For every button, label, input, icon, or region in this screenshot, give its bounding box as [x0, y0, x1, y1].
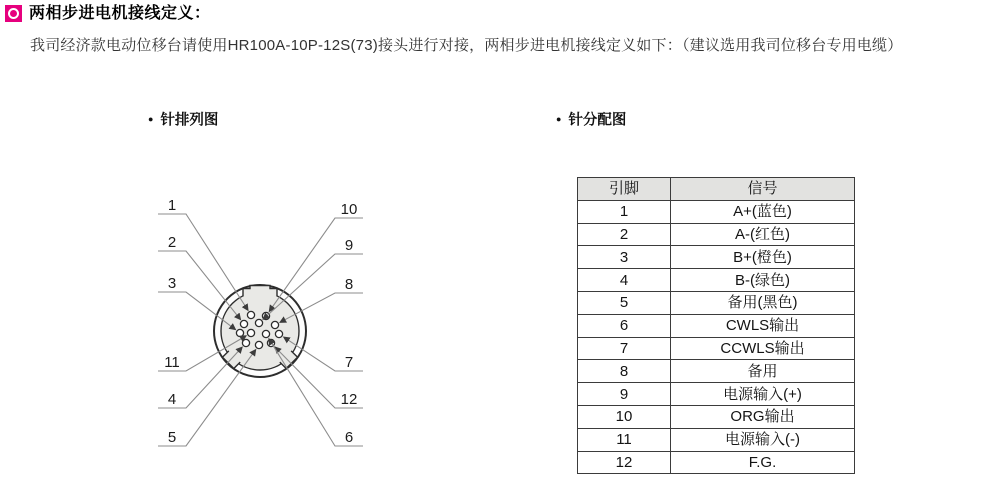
- signal-cell: 备用: [671, 360, 855, 383]
- description-text: 我司经济款电动位移台请使用HR100A-10P-12S(73)接头进行对接，两相步进电机接线定义如下：（建议选用我司位移台专用电缆）: [30, 37, 903, 54]
- page-title: 两相步进电机接线定义：: [29, 5, 211, 22]
- pin-number-cell: 1: [578, 200, 671, 223]
- signal-cell: A-(红色): [671, 223, 855, 246]
- table-row: [578, 337, 855, 360]
- section-title-text: 针排列图: [160, 112, 219, 129]
- signal-cell: 备用(黑色): [671, 291, 855, 314]
- signal-cell: 电源输入(-): [671, 428, 855, 451]
- signal-cell: F.G.: [671, 451, 855, 474]
- pin-number-cell: 5: [578, 291, 671, 314]
- table-row: [578, 314, 855, 337]
- table-row: [578, 451, 855, 474]
- pin-label-11: 11: [164, 354, 180, 371]
- pin-label-4: 4: [167, 391, 177, 408]
- signal-cell: B+(橙色): [671, 246, 855, 269]
- pin-4: [242, 339, 249, 346]
- table-row: [578, 269, 855, 292]
- pin-table-body: [578, 200, 855, 474]
- bullet-icon: ●: [556, 114, 562, 124]
- table-row: [578, 383, 855, 406]
- pin-label-3: 3: [167, 275, 177, 292]
- table-row: [578, 291, 855, 314]
- table-row: [578, 246, 855, 269]
- pin-number-cell: 3: [578, 246, 671, 269]
- pin-number-cell: 8: [578, 360, 671, 383]
- signal-column-header: 信号: [671, 178, 855, 201]
- pin-label-5: 5: [167, 429, 177, 446]
- signal-cell: CCWLS输出: [671, 337, 855, 360]
- pin-label-9: 9: [344, 237, 354, 254]
- ring-icon: [8, 8, 19, 19]
- section-title-text: 针分配图: [568, 112, 627, 129]
- table-row: [578, 200, 855, 223]
- section-marker-icon: [5, 5, 22, 22]
- signal-cell: ORG输出: [671, 405, 855, 428]
- pin-number-cell: 10: [578, 405, 671, 428]
- pin-number-cell: 6: [578, 314, 671, 337]
- pin-5: [255, 341, 262, 348]
- pin-label-12: 12: [340, 391, 358, 408]
- pin-diagram-svg: [140, 180, 380, 470]
- pin-2: [240, 320, 247, 327]
- pin-6: [262, 330, 269, 337]
- table-row: [578, 405, 855, 428]
- pin-label-1: 1: [167, 197, 177, 214]
- pin-7: [275, 330, 282, 337]
- pin-number-cell: 11: [578, 428, 671, 451]
- pin-column-header: 引脚: [578, 178, 671, 201]
- pin-11: [247, 329, 254, 336]
- table-row: [578, 223, 855, 246]
- bullet-icon: ●: [148, 114, 154, 124]
- pin-number-cell: 2: [578, 223, 671, 246]
- signal-cell: 电源输入(+): [671, 383, 855, 406]
- pin-number-cell: 9: [578, 383, 671, 406]
- pin-label-10: 10: [340, 201, 358, 218]
- table-header-row: [578, 178, 855, 201]
- section-title-pin-assignment: [556, 110, 626, 130]
- pin-label-7: 7: [344, 354, 354, 371]
- signal-cell: CWLS输出: [671, 314, 855, 337]
- pin-label-6: 6: [344, 429, 354, 446]
- pin-assignment-table: [577, 177, 855, 474]
- pin-number-cell: 4: [578, 269, 671, 292]
- signal-cell: A+(蓝色): [671, 200, 855, 223]
- table-row: [578, 360, 855, 383]
- pin-8: [271, 321, 278, 328]
- pin-label-8: 8: [344, 276, 354, 293]
- pin-9: [255, 319, 262, 326]
- pin-number-cell: 12: [578, 451, 671, 474]
- table-row: [578, 428, 855, 451]
- section-title-pin-layout: [148, 110, 218, 130]
- pin-3: [236, 329, 243, 336]
- pin-1: [247, 311, 254, 318]
- pin-number-cell: 7: [578, 337, 671, 360]
- pin-label-2: 2: [167, 234, 177, 251]
- signal-cell: B-(绿色): [671, 269, 855, 292]
